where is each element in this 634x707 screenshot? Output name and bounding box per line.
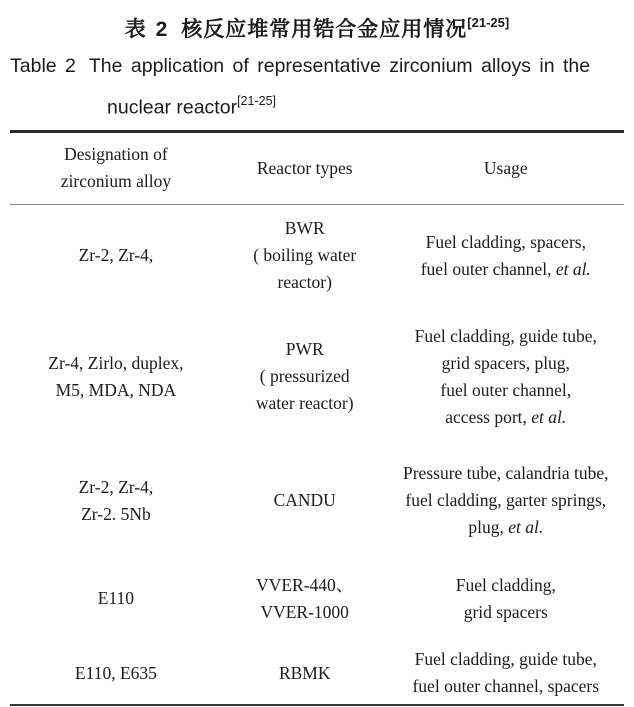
table-title-en-line2	[10, 84, 624, 126]
et-al-italic: et al.	[508, 517, 544, 538]
table-title-en-text: The application of representative zirconium alloys in the	[88, 55, 591, 77]
table-row	[10, 643, 624, 704]
alloy-cell	[10, 474, 222, 528]
cell-line: VVER-440、	[256, 574, 354, 595]
cell-line: grid spacers, plug,	[441, 352, 570, 373]
table-title-zh-text: 核反应堆常用锆合金应用情况	[181, 18, 468, 41]
cell-line: Fuel cladding, guide tube,	[414, 325, 597, 346]
cell-line: M5, MDA, NDA	[55, 379, 177, 400]
table-header-row	[10, 133, 624, 204]
usage-cell	[388, 229, 624, 283]
reactor-cell	[222, 487, 388, 514]
cell-line: zirconium alloy	[60, 171, 172, 191]
cell-line: Zr-2, Zr-4,	[78, 476, 154, 497]
cell-line: E110, E635	[74, 662, 157, 683]
usage-cell	[388, 460, 624, 541]
cell-line: Pressure tube, calandria tube,	[403, 463, 609, 484]
usage-cell	[388, 646, 624, 700]
alloy-cell	[10, 350, 222, 404]
cell-line: PWR	[285, 339, 324, 360]
cell-line: fuel outer channel, spacers	[412, 676, 600, 697]
table-title-en-label: Table 2	[10, 55, 76, 77]
table-title-zh	[10, 7, 624, 46]
cell-line: water reactor)	[255, 393, 354, 414]
et-al-italic: et al.	[555, 258, 591, 279]
table-title-en	[10, 48, 624, 126]
et-al-italic: et al.	[531, 406, 567, 427]
cell-line: BWR	[284, 218, 325, 239]
cell-line: Zr-4, Zirlo, duplex,	[48, 352, 184, 373]
usage-cell	[388, 323, 624, 431]
table-row	[10, 307, 624, 447]
cell-line: access port, et al.	[445, 406, 567, 427]
cell-line: Designation of	[64, 144, 168, 164]
table-row	[10, 555, 624, 643]
cell-line: fuel outer channel,	[440, 379, 572, 400]
table-title-en-text2: nuclear reactor	[107, 96, 238, 119]
cell-line: ( boiling water	[253, 245, 357, 266]
cell-line: ( pressurized	[259, 366, 350, 387]
column-header-alloy	[10, 141, 222, 195]
cell-line: grid spacers	[463, 601, 548, 622]
cell-line: VVER-1000	[260, 601, 349, 622]
reactor-cell	[222, 572, 388, 626]
cell-line: plug, et al.	[468, 517, 544, 538]
citation-ref-en: [21-25]	[237, 94, 276, 108]
table-title-en-line1	[10, 48, 624, 84]
alloy-cell	[10, 242, 222, 269]
cell-line: fuel outer channel, et al.	[420, 258, 591, 279]
cell-line: RBMK	[278, 662, 331, 683]
usage-cell	[388, 572, 624, 626]
citation-ref-zh: [21-25]	[467, 15, 510, 30]
table-row	[10, 205, 624, 307]
table-body	[10, 205, 624, 704]
cell-line: Fuel cladding, spacers,	[425, 231, 586, 252]
column-header-usage	[388, 155, 624, 182]
alloy-cell	[10, 585, 222, 612]
reactor-cell	[222, 660, 388, 687]
table-row	[10, 447, 624, 555]
cell-line: Fuel cladding,	[455, 574, 556, 595]
reactor-cell	[222, 336, 388, 417]
cell-line: Zr-2, Zr-4,	[78, 245, 154, 266]
reactor-cell	[222, 215, 388, 296]
cell-line: reactor)	[277, 272, 332, 293]
column-header-reactor	[222, 155, 388, 182]
alloy-cell	[10, 660, 222, 687]
table-title-zh-label: 表 2	[124, 18, 170, 41]
cell-line: Fuel cladding, guide tube,	[414, 649, 597, 670]
table-bottom-rule	[10, 704, 624, 707]
cell-line: Zr-2. 5Nb	[81, 503, 151, 524]
cell-line: fuel cladding, garter springs,	[405, 490, 607, 511]
cell-line: Reactor types	[256, 157, 353, 178]
cell-line: E110	[97, 588, 135, 609]
cell-line: Usage	[483, 157, 528, 178]
cell-line: CANDU	[273, 490, 336, 511]
